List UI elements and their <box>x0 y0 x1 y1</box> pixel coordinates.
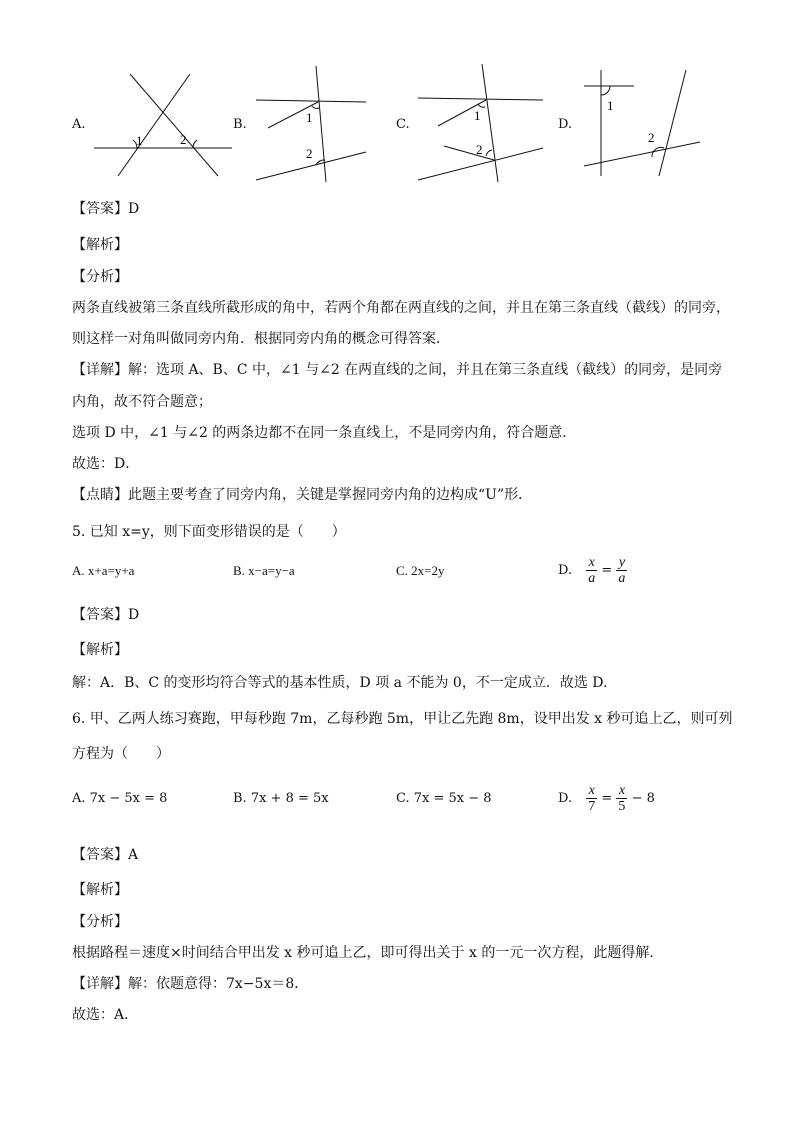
figure-b-letter: B. <box>233 117 247 132</box>
q4-xiangjie-text1: 解：选项 A、B、C 中，∠1 与∠2 在两直线的之间，并且在第三条直线（截线）的同旁，是同旁 <box>128 362 723 378</box>
q6-option-d-frac-right <box>616 783 627 814</box>
figure-c-angle2-label: 2 <box>476 142 483 157</box>
q5-option-d-den2: a <box>618 571 626 586</box>
q6-fenxi-text: 根据路程＝速度×时间结合甲出发 x 秒可追上乙，即可得出关于 x 的一元一次方程，此题得解． <box>72 945 664 961</box>
q6-option-d-num2: x <box>616 783 627 799</box>
q4-xiangjie-tag: 【详解】 <box>72 362 128 378</box>
q6-option-b: B. 7x + 8 = 5x <box>233 791 329 806</box>
q6-option-d <box>558 783 655 814</box>
figure-d-angle2-label: 2 <box>648 130 655 145</box>
q6-xiangjie-tag: 【详解】 <box>72 976 128 992</box>
q5-option-d-equals: = <box>601 563 613 578</box>
q5-option-d <box>558 555 627 586</box>
figure-a <box>90 72 235 181</box>
figure-c-angle1-label: 1 <box>474 108 481 123</box>
figure-c <box>416 62 546 188</box>
q5-option-a: A. x+a=y+a <box>72 563 135 578</box>
q5-option-d-num1: x <box>586 555 597 571</box>
q4-fenxi-line1: 两条直线被第三条直线所截形成的角中，若两个角都在两直线的之间，并且在第三条直线（截线）的同旁， <box>72 300 730 316</box>
q6-stem-line2: 方程为（ ） <box>72 746 170 762</box>
q6-option-d-num1: x <box>586 783 597 799</box>
q6-answer-value: A <box>128 847 139 863</box>
q4-dianjing-tag: 【点睛】 <box>72 487 128 503</box>
q4-dianjing-text: 此题主要考查了同旁内角，关键是掌握同旁内角的边构成“U”形． <box>128 487 533 503</box>
q5-solution: 解：A．B、C 的变形均符合等式的基本性质，D 项 a 不能为 0，不一定成立．故选 D. <box>72 675 608 691</box>
q5-answer-value: D <box>128 607 140 623</box>
q5-analysis-tag: 【解析】 <box>72 642 128 658</box>
q5-answer-line <box>72 604 139 624</box>
q6-option-c: C. 7x = 5x − 8 <box>396 791 492 806</box>
q5-option-d-den1: a <box>588 571 596 586</box>
q4-xiangjie-line2: 内角，故不符合题意； <box>72 394 212 410</box>
q6-option-d-equals: = <box>601 791 613 806</box>
q5-option-d-frac-right <box>616 555 627 586</box>
q6-xiangjie-line <box>72 973 308 993</box>
figure-b-angle2-label: 2 <box>306 146 313 161</box>
q6-option-a: A. 7x − 5x = 8 <box>72 791 168 806</box>
q4-fenxi-line2: 则这样一对角叫做同旁内角．根据同旁内角的概念可得答案． <box>72 331 450 347</box>
q4-xiangjie-line3: 选项 D 中，∠1 与∠2 的两条边都不在同一条直线上，不是同旁内角，符合题意． <box>72 425 577 441</box>
q4-choose: 故选：D． <box>72 456 140 472</box>
q5-answer-tag: 【答案】 <box>72 607 128 623</box>
q5-option-c: C. 2x=2y <box>396 563 445 578</box>
figure-d-letter: D. <box>558 117 573 132</box>
q4-answer-line <box>72 198 139 218</box>
q4-answer-value: D <box>128 201 140 217</box>
q4-xiangjie-line1 <box>72 359 722 379</box>
q5-stem: 5. 已知 x=y，则下面变形错误的是（ ） <box>72 524 346 540</box>
figure-d <box>582 68 702 184</box>
q6-fenxi-tag: 【分析】 <box>72 914 128 930</box>
q4-analysis-tag: 【解析】 <box>72 237 128 253</box>
q6-answer-tag: 【答案】 <box>72 847 128 863</box>
q5-option-d-letter: D. <box>558 563 573 578</box>
figure-a-letter: A. <box>72 117 86 132</box>
q5-option-b: B. x−a=y−a <box>233 563 295 578</box>
figure-b <box>254 64 369 188</box>
q6-option-d-tail: − 8 <box>631 791 655 806</box>
q6-option-d-den1: 7 <box>588 799 596 814</box>
figure-d-angle1-label: 1 <box>607 98 614 113</box>
q6-choose: 故选：A． <box>72 1007 139 1023</box>
q4-answer-tag: 【答案】 <box>72 201 128 217</box>
q5-option-d-frac-left <box>586 555 597 586</box>
q5-option-d-num2: y <box>616 555 627 571</box>
figure-a-angle1-label: 1 <box>136 133 143 148</box>
q6-option-d-den2: 5 <box>618 799 626 814</box>
q6-xiangjie-text: 解：依题意得：7x−5x＝8． <box>128 976 309 992</box>
figure-a-angle2-label: 2 <box>180 132 187 147</box>
q6-analysis-tag: 【解析】 <box>72 882 128 898</box>
q6-option-d-letter: D. <box>558 791 573 806</box>
q6-answer-line <box>72 844 138 864</box>
q6-option-d-frac-left <box>586 783 597 814</box>
figure-c-letter: C. <box>396 117 410 132</box>
figure-b-angle1-label: 1 <box>306 110 313 125</box>
q6-stem-line1: 6. 甲、乙两人练习赛跑，甲每秒跑 7m，乙每秒跑 5m，甲让乙先跑 8m，设甲出发 x 秒可追上乙，则可列 <box>72 711 733 727</box>
q4-dianjing-line <box>72 484 532 504</box>
q4-fenxi-tag: 【分析】 <box>72 269 128 285</box>
